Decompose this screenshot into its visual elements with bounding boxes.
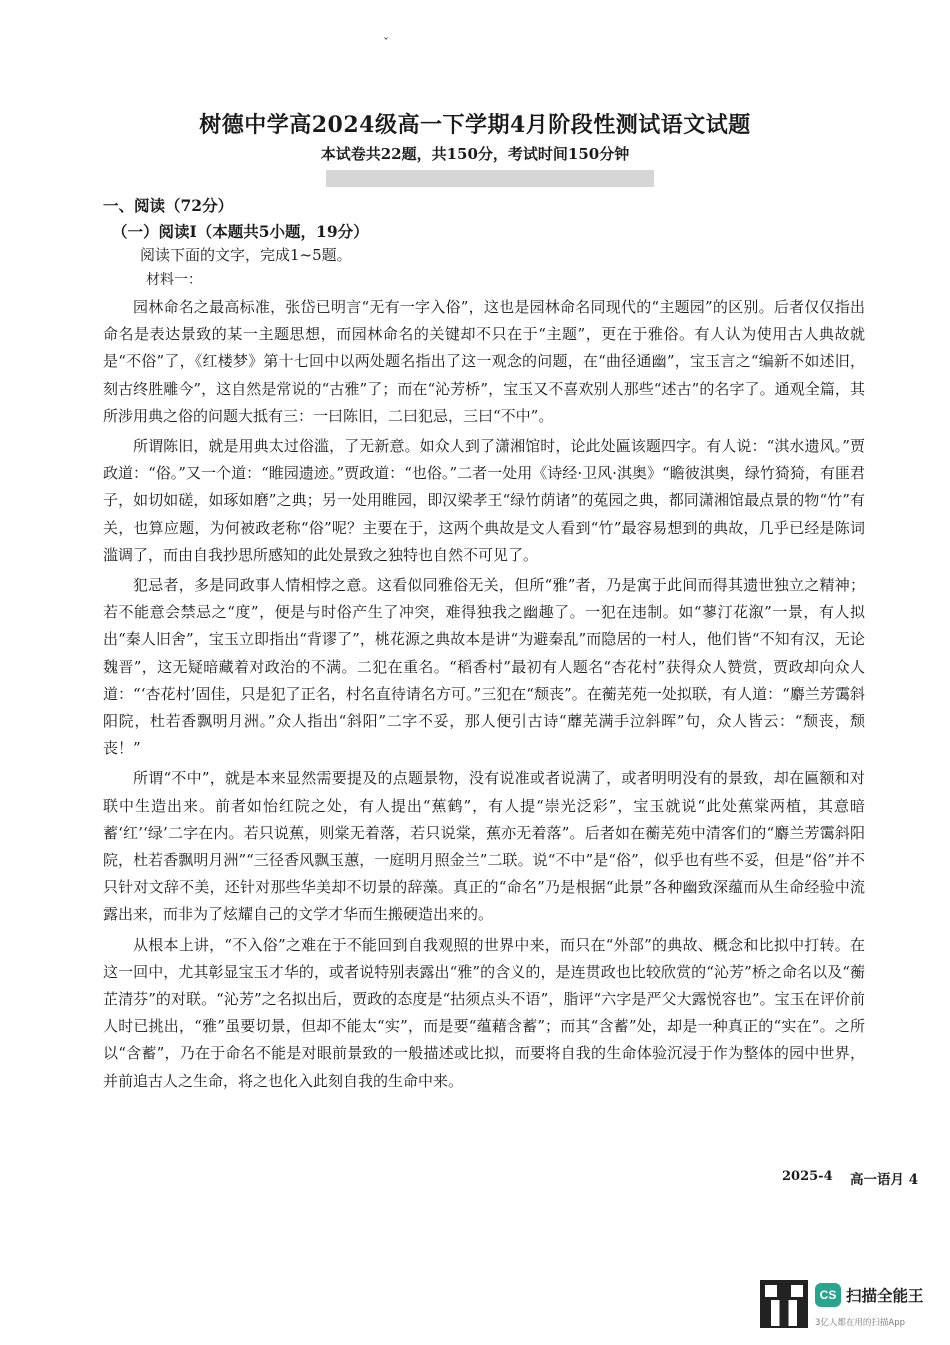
paragraph: 园林命名之最高标准，张岱已明言“无有一字入俗”，这也是园林命名同现代的“主题园”的区别。后者仅仅指出命名是表达景致的某一主题思想，而园林命名的关键却不只在于“主题”，更在于雅俗。有人认为使用古人典故就是“不俗”了，《红楼梦》第十七回中以两处题名指出了这一观念的问题，在“曲径通幽”，宝玉言之“编新不如述旧，刻古终胜雕今”，这自然是常说的“古雅”了；而在“沁芳桥”，宝玉又不喜欢别人那些“述古”的名字了。通观全篇，其所涉用典之俗的问题大抵有三：一曰陈旧，二曰犯忌，三曰“不中”。 xyxy=(103,298,865,425)
paragraph: 所谓“不中”，就是本来显然需要提及的点题景物，没有说准或者说满了，或者明明没有的景致，却在匾额和对联中生造出来。前者如怡红院之处，有人提出“蕉鹤”，有人提“崇光泛彩”，宝玉就说“此处蕉棠两植，其意暗蓄‘红’‘绿’二字在内。若只说蕉，则棠无着落，若只说棠，蕉亦无着落”。后者如在蘅芜苑中清客们的“麝兰芳霭斜阳院，杜若香飘明月洲”“三径香风飘玉蕙，一庭明月照金兰”二联。说“不中”是“俗”，似乎也有些不妥，但是“俗”并不只针对文辞不美，还针对那些华美却不切景的辞藻。真正的“命名”乃是根据“此景”各种幽致深蕴而从生命经验中流露出来，而非为了炫耀自己的文学才华而生搬硬造出来的。 xyxy=(103,769,865,924)
redacted-bar xyxy=(326,170,654,187)
footer-page-label: 高一语月 4 xyxy=(850,1172,919,1188)
paragraph: 从根本上讲，“不入俗”之难在于不能回到自我观照的世界中来，而只在“外部”的典故、概念和比拟中打转。在这一回中，尤其彰显宝玉才华的，或者说特别表露出“雅”的含义的，是连贯政也比较欣赏的“沁芳”桥之命名以及“蘅芷清芬”的对联。“沁芳”之名拟出后，贾政的态度是“拈须点头不语”，脂评“六字是严父大露悦容也”。宝玉在评价前人时已挑出，“雅”虽要切景，但却不能太“实”，而是要“蕴藉含蓄”；而其“含蓄”处，却是一种真正的“实在”。之所以“含蓄”，乃在于命名不能是对眼前景致的一般描述或比拟，而要将自我的生命体验沉浸于作为整体的园中世界，并前追古人之生命，将之也化入此刻自我的生命中来。 xyxy=(103,935,865,1090)
reading-instruction: 阅读下面的文字，完成1~5题。 xyxy=(140,246,352,264)
watermark-app-name: 扫描全能王 xyxy=(846,1287,924,1305)
footer-date: 2025-4 xyxy=(782,1169,833,1184)
page-subtitle: 本试卷共22题，共150分，考试时间150分钟 xyxy=(320,145,630,163)
paragraph: 犯忌者，多是同政事人情相悖之意。这看似同雅俗无关，但所“雅”者，乃是寓于此间而得其遗世独立之精神；若不能意会禁忌之“度”，便是与时俗产生了冲突，难得独我之幽趣了。一犯在违制。如“蓼汀花溆”一景，有人拟出“秦人旧舍”，宝玉立即指出“背谬了”，桃花源之典故本是讲“为避秦乱”而隐居的一村人，他们皆“不知有汉，无论魏晋”，这无疑暗藏着对政治的不满。二犯在重名。“稻香村”最初有人题名“杏花村”获得众人赞赏，贾政却向众人道：“‘杏花村’固佳，只是犯了正名，村名直待请名方可。”三犯在“颓丧”。在蘅芜苑一处拟联，有人道：“麝兰芳霭斜阳院，杜若香飘明月洲。”众人指出“斜阳”二字不妥，那人便引古诗“蘼芜满手泣斜晖”句，众人皆云：“颓丧，颓丧！” xyxy=(103,576,865,758)
section-heading: 一、阅读（72分） xyxy=(103,196,234,215)
article-body xyxy=(103,294,865,1095)
scan-mark: ˇ xyxy=(383,36,389,50)
paragraph: 所谓陈旧，就是用典太过俗滥，了无新意。如众人到了潇湘馆时，论此处匾该题四字。有人说：“淇水遗风。”贾政道：“俗。”又一个道：“睢园遗迹。”贾政道：“也俗。”二者一处用《诗经·卫风·淇奥》“瞻彼淇奥，绿竹猗猗，有匪君子，如切如磋，如琢如磨”之典；另一处用睢园，即汉梁孝王“绿竹荫诸”的菟园之典，都同潇湘馆最点景的物“竹”有关，也算应题，为何被政老称“俗”呢？主要在于，这两个典故是文人看到“竹”最容易想到的典故，几乎已经是陈词滥调了，而由自我抄思所感知的此处景致之独特也自然不可见了。 xyxy=(103,437,865,564)
camscanner-logo-icon: CS xyxy=(815,1283,841,1307)
material-label: 材料一： xyxy=(146,272,202,288)
page-title: 树德中学高2024级高一下学期4月阶段性测试语文试题 xyxy=(199,112,751,138)
watermark-tagline: 3亿人都在用的扫描App xyxy=(815,1318,906,1328)
qr-code-icon xyxy=(762,1282,806,1326)
subsection-heading: （一）阅读Ⅰ（本题共5小题，19分） xyxy=(112,222,369,241)
